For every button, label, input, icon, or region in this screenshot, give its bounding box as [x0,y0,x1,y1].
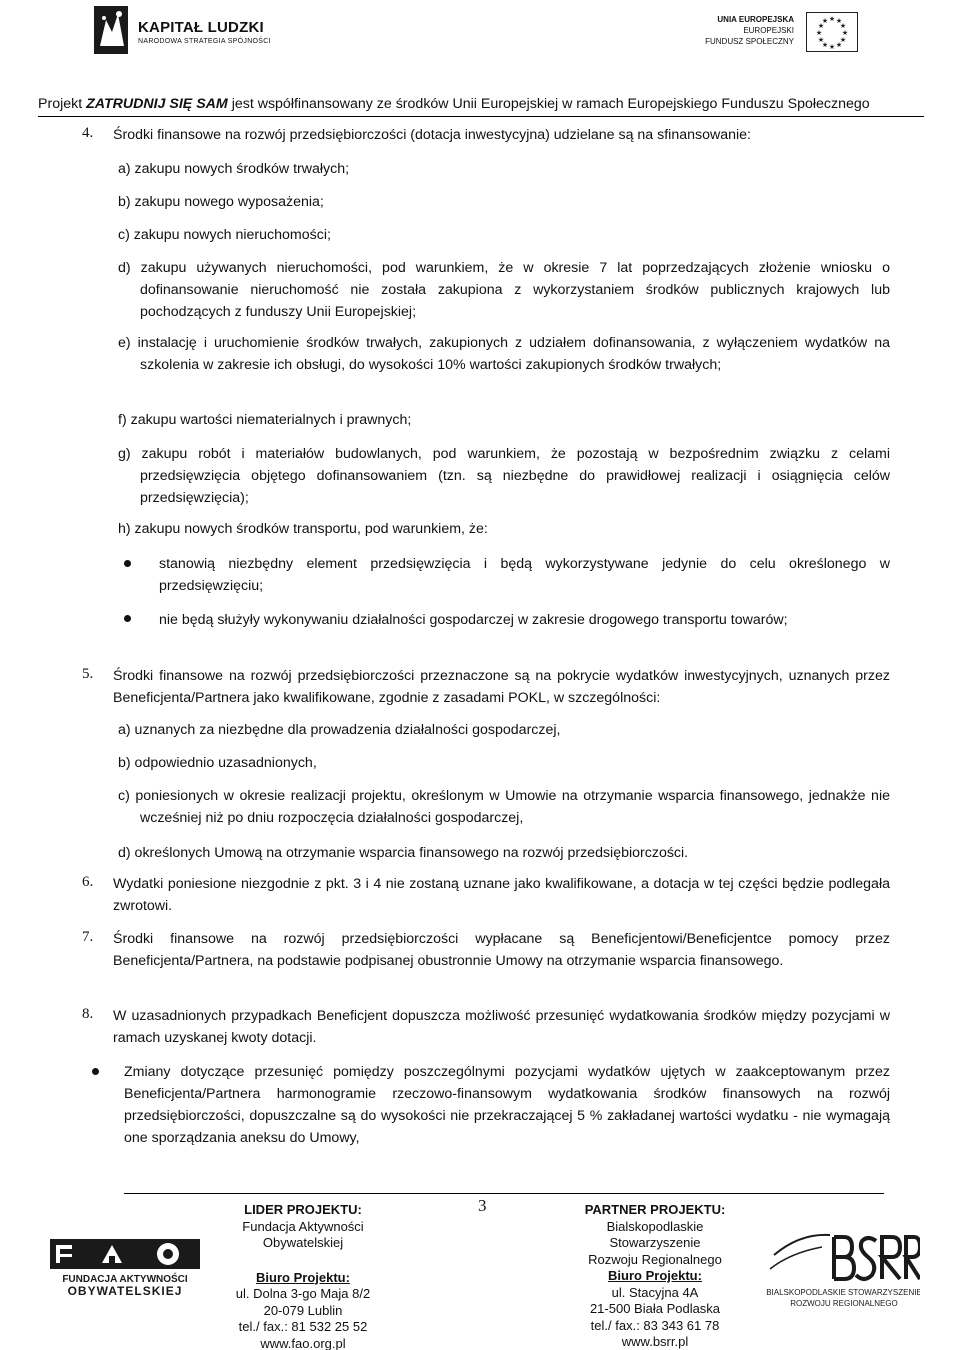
partner-office-label: Biuro Projektu: [608,1268,702,1283]
partner-website[interactable]: www.bsrr.pl [621,1334,689,1349]
project-name: ZATRUDNIJ SIĘ SAM [86,96,228,112]
section-4-item-h: h) zakupu nowych środków transportu, pod warunkiem, że: [118,521,488,537]
leader-name-2: Obywatelskiej [262,1235,344,1250]
section-8-number: 8. [82,1006,94,1022]
fao-logo-line-1: FUNDACJA AKTYWNOŚCI [62,1274,188,1285]
bullet-icon [92,1068,99,1075]
section-4-item-c: c) zakupu nowych nieruchomości; [118,227,331,243]
eu-logo [702,12,862,52]
section-4-item-a: a) zakupu nowych środków trwałych; [118,161,350,177]
page-number: 3 [478,1196,487,1215]
svg-text:★: ★ [828,43,836,51]
partner-name-3: Rozwoju Regionalnego [588,1251,722,1267]
leader-heading: LIDER PROJEKTU: [244,1202,362,1217]
eu-logo-text [702,14,794,47]
bsrr-logo-line-2: ROZWOJU REGIONALNEGO [790,1299,898,1308]
eu-line-1: UNIA EUROPEJSKA [717,15,794,24]
footer-divider [124,1193,884,1194]
svg-text:★: ★ [839,36,847,44]
kapital-ludzki-title: KAPITAŁ LUDZKI [138,19,264,36]
section-5-number: 5. [82,666,94,682]
partner-address: ul. Stacyjna 4A [611,1284,699,1300]
eu-line-3: FUNDUSZ SPOŁECZNY [705,37,794,46]
leader-website[interactable]: www.fao.org.pl [260,1335,346,1350]
section-4-bullet-1: stanowią niezbędny element przedsięwzięcia i będą wykorzystywane jedynie do celu określonego w przedsięwzięciu; [159,556,890,594]
svg-text:★: ★ [835,17,843,25]
section-6-number: 6. [82,874,94,890]
kapital-ludzki-logo [92,6,272,56]
section-6-text: Wydatki poniesione niezgodnie z pkt. 3 i 4 nie zostaną uznane jako kwalifikowane, a dotacja w tej części będzie podlegała zwrotowi. [113,876,890,914]
bullet-icon [124,615,131,622]
section-4-bullet-2: nie będą służyły wykonywaniu działalności gospodarczej w zakresie drogowego transportu towarów; [159,612,788,628]
section-5-text: Środki finansowe na rozwój przedsiębiorczości przeznaczone są na pokrycie wydatków inwestycyjnych, uznanych przez Beneficjenta/Partnera jako kwalifikowane, zgodnie z zasadami POKL, w szczególności: [113,668,890,706]
page-header [0,0,960,116]
eu-flag-icon [806,12,858,52]
leader-city: 20-079 Lublin [263,1302,343,1318]
leader-office-label: Biuro Projektu: [256,1269,350,1285]
partner-name-2: Stowarzyszenie [609,1235,701,1250]
leader-info [228,1202,378,1350]
eu-line-2: EUROPEJSKI [743,26,794,35]
kapital-ludzki-subtitle: NARODOWA STRATEGIA SPÓJNOŚCI [138,38,271,45]
svg-text:★: ★ [817,36,825,44]
leader-address: ul. Dolna 3-go Maja 8/2 [235,1286,371,1301]
section-4-item-d: d) zakupu używanych nieruchomości, pod warunkiem, że w okresie 7 lat poprzedzających złożenie wniosku o dofinansowanie nieruchomość nie została zakupiona z wykorzystaniem środków publicznych krajowych lub pochodzących z funduszy Unii Europejskiej; [118,260,890,320]
header-divider [38,116,924,117]
svg-text:★: ★ [839,22,847,30]
section-4-text: Środki finansowe na rozwój przedsiębiorczości (dotacja inwestycyjna) udzielane są na sfinansowanie: [113,127,751,143]
section-8-text: W uzasadnionych przypadkach Beneficjent dopuszcza możliwość przesunięć wydatkowania środków między pozycjami w ramach uzyskanej kwoty dotacji. [113,1008,890,1046]
section-5-item-b: b) odpowiednio uzasadnionych, [118,755,317,771]
section-5-item-d: d) określonych Umową na otrzymanie wsparcia finansowego na rozwój przedsiębiorczości. [118,845,689,861]
section-4-number: 4. [82,125,94,141]
section-4-item-b: b) zakupu nowego wyposażenia; [118,194,324,210]
svg-text:★: ★ [821,17,829,25]
svg-text:★: ★ [835,41,843,49]
section-4-item-e: e) instalację i uruchomienie środków trwałych, zakupionych z udziałem dofinansowania, z wyłączeniem wydatków na szkolenia w zakresie ich obsługi, do wysokości 10% wartości zakupionych środków trwałych; [118,335,890,373]
partner-info [570,1202,740,1350]
bsrr-logo-line-1: BIALSKOPODLASKIE STOWARZYSZENIE [766,1288,920,1297]
leader-phone: tel./ fax.: 81 532 25 52 [238,1319,368,1334]
kapital-ludzki-emblem-icon [92,6,132,54]
fao-logo [50,1233,200,1299]
section-5-item-a: a) uznanych za niezbędne dla prowadzenia działalności gospodarczej, [118,722,561,738]
section-8-bullet: Zmiany dotyczące przesunięć pomiędzy poszczególnymi pozycjami wydatków ujętych w zaakceptowanym przez Beneficjenta/Partnera harmonogramie rzeczowo-finansowym wydatkowania środków finansowych na rozwój przedsiębiorczości, dopuszczalne są do wysokości nie przekraczającej 5 % zakładanej wartości wydatku - nie wymagają one sporządzania aneksu do Umowy, [124,1064,890,1146]
section-7-number: 7. [82,929,94,945]
section-7-text: Środki finansowe na rozwój przedsiębiorczości wypłacane są Beneficjentowi/Beneficjentce pomocy przez Beneficjenta/Partnera, na podstawie podpisanej obustronnie Umowy na otrzymanie wsparcia finansowego. [113,931,890,969]
partner-heading: PARTNER PROJEKTU: [584,1202,726,1217]
project-prefix: Projekt [38,96,83,112]
fao-logo-mark-icon [50,1233,200,1299]
section-4-item-g: g) zakupu robót i materiałów budowlanych, pod warunkiem, że pozostają w bezpośrednim związku z celami przedsięwzięcia objętego dofinansowaniem (tzn. są niezbędne do prawidłowej realizacji i osiągnięcia celów przedsięwzięcia); [118,446,890,506]
svg-text:★: ★ [817,22,825,30]
leader-name-1: Fundacja Aktywności [242,1218,364,1234]
partner-name-1: Bialskopodlaskie [606,1218,704,1234]
project-cofinancing-line [38,96,870,112]
bsrr-logo [760,1225,920,1311]
partner-phone: tel./ fax.: 83 343 61 78 [590,1317,720,1333]
svg-text:★: ★ [815,29,823,37]
bullet-icon [124,560,131,567]
project-suffix: jest współfinansowany ze środków Unii Europejskiej w ramach Europejskiego Funduszu Społecznego [231,96,870,112]
fao-logo-line-2: OBYWATELSKIEJ [67,1284,183,1298]
svg-text:★: ★ [841,29,849,37]
section-5-item-c: c) poniesionych w okresie realizacji projektu, określonym w Umowie na otrzymanie wsparcia finansowego, jednakże nie wcześniej niż po dniu rozpoczęcia działalności gospodarczej, [118,788,890,826]
partner-city: 21-500 Biała Podlaska [589,1301,721,1316]
bsrr-logo-mark-icon [760,1225,920,1311]
section-4-item-f: f) zakupu wartości niematerialnych i prawnych; [118,412,412,428]
svg-text:★: ★ [828,15,836,23]
svg-text:★: ★ [821,41,829,49]
